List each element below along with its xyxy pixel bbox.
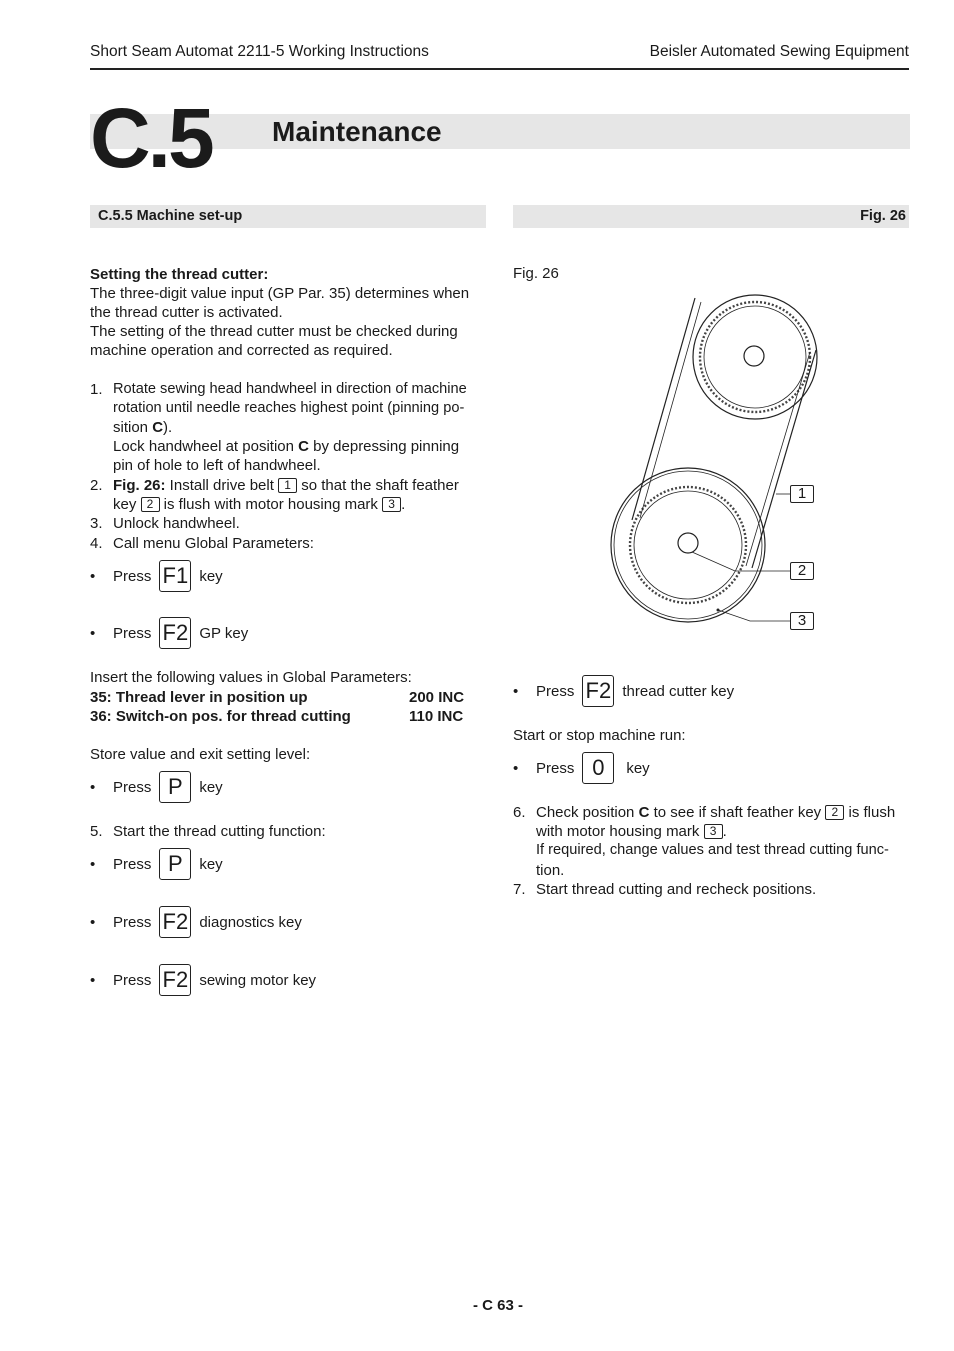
intro-line-2: the thread cutter is activated.: [90, 304, 283, 321]
section-title-bar: [90, 205, 486, 228]
key-description: diagnostics key: [199, 913, 302, 931]
instruction-press-0: [513, 751, 650, 785]
p-key-icon: P: [159, 771, 191, 803]
housing-mark: [717, 609, 720, 612]
f2-key-icon: F2: [159, 617, 191, 649]
callout-3-leader: [718, 610, 790, 621]
chapter-title: Maintenance: [272, 116, 442, 147]
step-number: 3.: [90, 515, 103, 532]
bullet: •: [90, 778, 96, 796]
instruction-press-p: [90, 770, 223, 804]
bullet: •: [90, 567, 96, 585]
step3-text: Unlock handwheel.: [113, 515, 240, 532]
belt-right-outer: [752, 350, 816, 568]
position-letter: C: [298, 438, 309, 455]
subsection-heading: Setting the thread cutter:: [90, 266, 269, 283]
callout-box: 2: [141, 497, 160, 512]
param-35-label: 35: Thread lever in position up: [90, 689, 308, 706]
press-label: Press: [113, 567, 152, 585]
bullet: •: [90, 624, 96, 642]
instruction-press-f2-motor: [90, 963, 316, 997]
step1-line-1: Rotate sewing head handwheel in direction of machine: [113, 381, 467, 397]
step1-line-2: rotation until needle reaches highest point (pinning po-: [113, 400, 465, 416]
bullet: •: [90, 913, 96, 931]
step6-line-4: tion.: [536, 862, 565, 879]
belt-drive-figure: [600, 290, 830, 635]
position-letter: C: [638, 804, 650, 821]
press-label: Press: [113, 624, 152, 642]
header-rule: [90, 68, 909, 70]
key-description: sewing motor key: [199, 971, 317, 989]
step-number: 4.: [90, 535, 103, 552]
figure-title-bar: [513, 205, 909, 228]
section-title: C.5.5 Machine set-up: [98, 208, 243, 224]
position-letter: C: [152, 419, 164, 436]
f2-key-icon: F2: [159, 964, 191, 996]
param-36-label: 36: Switch-on pos. for thread cutting: [90, 708, 351, 725]
insert-instructions: Insert the following values in Global Parameters:: [90, 669, 412, 686]
store-instructions: Store value and exit setting level:: [90, 746, 311, 763]
callout-box: 1: [278, 478, 297, 493]
step1-line-3: sition C).: [113, 419, 173, 436]
key-description: key: [626, 759, 650, 777]
intro-line-3: The setting of the thread cutter must be checked during: [90, 323, 458, 340]
step-number: 2.: [90, 477, 103, 494]
running-header-left: Short Seam Automat 2211-5 Working Instructions: [90, 43, 429, 60]
press-label: Press: [113, 971, 152, 989]
param-35-value: 200 INC: [409, 689, 465, 706]
callout-box: 3: [704, 824, 723, 839]
instruction-press-f2-diagnostics: [90, 905, 302, 939]
bullet: •: [90, 855, 96, 873]
f2-key-icon: F2: [582, 675, 614, 707]
f1-key-icon: F1: [159, 560, 191, 592]
belt-right-inner: [746, 352, 810, 566]
callout-box: 2: [825, 805, 844, 820]
key-description: key: [199, 778, 223, 796]
step6-line-2: with motor housing mark 3 .: [536, 823, 727, 840]
step6-line-3: If required, change values and test thread cutting func-: [536, 842, 889, 858]
instruction-press-p: [90, 847, 223, 881]
figure-title: Fig. 26: [860, 208, 906, 224]
step-number: 7.: [513, 881, 526, 898]
key-description: GP key: [199, 624, 249, 642]
press-label: Press: [113, 855, 152, 873]
figure-caption: Fig. 26: [513, 265, 559, 282]
page-number: - C 63 -: [472, 1297, 523, 1314]
intro-line-1: The three-digit value input (GP Par. 35) determines when: [90, 285, 470, 302]
upper-shaft: [744, 346, 764, 366]
instruction-press-f2-cutter: [513, 674, 734, 708]
f2-key-icon: F2: [159, 906, 191, 938]
key-description: key: [199, 567, 223, 585]
figure-callout-2: 2: [790, 562, 814, 580]
step6-line-1: Check position C to see if shaft feather key 2 is flush: [536, 804, 896, 821]
key-description: key: [199, 855, 223, 873]
figure-ref: Fig. 26:: [113, 477, 166, 494]
bullet: •: [513, 682, 519, 700]
step-number: 5.: [90, 823, 103, 840]
bullet: •: [90, 971, 96, 989]
step7-text: Start thread cutting and recheck positions.: [536, 881, 817, 898]
press-label: Press: [113, 913, 152, 931]
step-number: 1.: [90, 381, 103, 398]
param-36-value: 110 INC: [409, 708, 464, 725]
step5-text: Start the thread cutting function:: [113, 823, 326, 840]
p-key-icon: P: [159, 848, 191, 880]
running-header-right: Beisler Automated Sewing Equipment: [649, 43, 909, 60]
chapter-number: C.5: [90, 91, 212, 185]
instruction-press-f2-gp: [90, 616, 248, 650]
motor-shaft: [678, 533, 698, 553]
start-stop-text: Start or stop machine run:: [513, 727, 686, 744]
step2-line-2: key 2 is flush with motor housing mark 3 .: [113, 496, 406, 513]
step4-text: Call menu Global Parameters:: [113, 535, 314, 552]
figure-callout-1: 1: [790, 485, 814, 503]
key-description: thread cutter key: [622, 682, 735, 700]
step1-line-4: Lock handwheel at position C by depressing pinning: [113, 438, 460, 455]
press-label: Press: [536, 759, 575, 777]
zero-key-icon: 0: [582, 752, 614, 784]
bullet: •: [513, 759, 519, 777]
callout-box: 3: [382, 497, 401, 512]
belt-left-inner: [640, 302, 701, 518]
chapter-band: [90, 114, 910, 149]
press-label: Press: [536, 682, 575, 700]
step2-line-1: Fig. 26: Install drive belt 1 so that the shaft feather: [113, 477, 459, 494]
press-label: Press: [113, 778, 152, 796]
belt-left-outer: [632, 298, 695, 520]
figure-callout-3: 3: [790, 612, 814, 630]
instruction-press-f1: [90, 559, 223, 593]
step1-line-5: pin of hole to left of handwheel.: [113, 457, 321, 474]
intro-line-4: machine operation and corrected as required.: [90, 342, 393, 359]
step-number: 6.: [513, 804, 526, 821]
